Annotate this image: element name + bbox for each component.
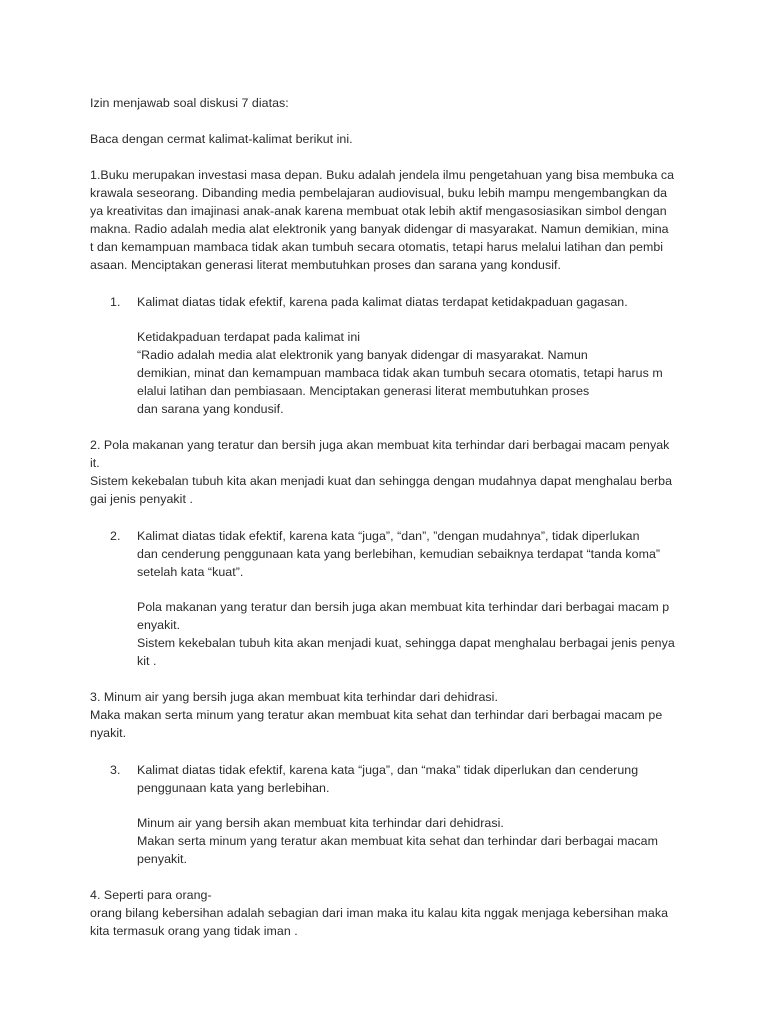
question-4 [90, 886, 688, 940]
question-line: 3. Minum air yang bersih juga akan membuat kita terhindar dari dehidrasi. [90, 690, 498, 704]
question-line: Sistem kekebalan tubuh kita akan menjadi kuat dan sehingga dengan mudahnya dapat menghalau berba [90, 474, 673, 488]
question-line: makna. Radio adalah media alat elektronik yang banyak didengar di masyarakat. Namun demikian, mina [90, 222, 669, 236]
answer-number: 2. [110, 529, 121, 543]
answer-detail-line: Sistem kekebalan tubuh kita akan menjadi kuat, sehingga dapat menghalau berbagai jenis penya [137, 636, 675, 650]
answer-detail-line: Minum air yang bersih akan membuat kita terhindar dari dehidrasi. [137, 816, 504, 830]
question-line: gai jenis penyakit . [90, 492, 193, 506]
question-line: Maka makan serta minum yang teratur akan membuat kita sehat dan terhindar dari berbagai macam pe [90, 708, 663, 722]
answer-3 [90, 761, 688, 868]
question-line: ya kreativitas dan imajinasi anak-anak karena membuat otak lebih aktif mengasosiasikan simbol dengan [90, 204, 667, 218]
question-line: orang bilang kebersihan adalah sebagian dari iman maka itu kalau kita nggak menjaga kebersihan maka [90, 906, 669, 920]
question-line: krawala seseorang. Dibanding media pembelajaran audiovisual, buku lebih mampu mengembangkan da [90, 186, 668, 200]
question-line: nyakit. [90, 726, 127, 740]
answer-detail-line: demikian, minat dan kemampuan mambaca tidak akan tumbuh secara otomatis, tetapi harus m [137, 366, 663, 380]
question-line: 1.Buku merupakan investasi masa depan. Buku adalah jendela ilmu pengetahuan yang bisa membuka ca [90, 168, 675, 182]
answer-detail-line: kit . [137, 654, 157, 668]
question-1 [90, 166, 688, 274]
answer-number: 3. [110, 763, 121, 777]
question-line: kita termasuk orang yang tidak iman . [90, 924, 298, 938]
question-line: asaan. Menciptakan generasi literat membutuhkan proses dan sarana yang kondusif. [90, 258, 561, 272]
answer-2 [90, 527, 688, 670]
question-line: t dan kemampuan mambaca tidak akan tumbuh secara otomatis, tetapi harus melalui latihan dan pembi [90, 240, 664, 254]
answer-detail-line: penyakit. [137, 852, 188, 866]
question-line: 2. Pola makanan yang teratur dan bersih juga akan membuat kita terhindar dari berbagai macam penyak [90, 438, 670, 452]
answer-detail-line: Ketidakpaduan terdapat pada kalimat ini [137, 330, 361, 344]
question-2 [90, 436, 688, 508]
answer-number: 1. [110, 295, 121, 309]
answer-lead-line: Kalimat diatas tidak efektif, karena pada kalimat diatas terdapat ketidakpaduan gagasan. [137, 295, 628, 309]
answer-detail-line: Makan serta minum yang teratur akan membuat kita sehat dan terhindar dari berbagai macam [137, 834, 658, 848]
answer-lead-line: dan cenderung penggunaan kata yang berlebihan, kemudian sebaiknya terdapat “tanda koma” [137, 547, 661, 561]
answer-1 [90, 293, 688, 418]
answer-lead-line: penggunaan kata yang berlebihan. [137, 781, 330, 795]
answer-detail-line: enyakit. [137, 618, 181, 632]
question-line: 4. Seperti para orang- [90, 888, 212, 902]
answer-lead-line: setelah kata “kuat”. [137, 565, 244, 579]
answer-detail-line: “Radio adalah media alat elektronik yang banyak didengar di masyarakat. Namun [137, 348, 588, 362]
question-3 [90, 688, 688, 742]
answer-lead-line: Kalimat diatas tidak efektif, karena kata “juga”, “dan”, ”dengan mudahnya”, tidak diperlukan [137, 529, 640, 543]
instruction-text: Baca dengan cermat kalimat-kalimat berikut ini. [90, 132, 353, 146]
answer-detail-line: elalui latihan dan pembiasaan. Menciptakan generasi literat membutuhkan proses [137, 384, 590, 398]
intro-text: Izin menjawab soal diskusi 7 diatas: [90, 96, 289, 110]
answer-lead-line: Kalimat diatas tidak efektif, karena kata “juga”, dan “maka” tidak diperlukan dan cenderung [137, 763, 639, 777]
answer-detail-line: dan sarana yang kondusif. [137, 402, 284, 416]
question-line: it. [90, 456, 100, 470]
answer-detail-line: Pola makanan yang teratur dan bersih juga akan membuat kita terhindar dari berbagai macam p [137, 600, 670, 614]
